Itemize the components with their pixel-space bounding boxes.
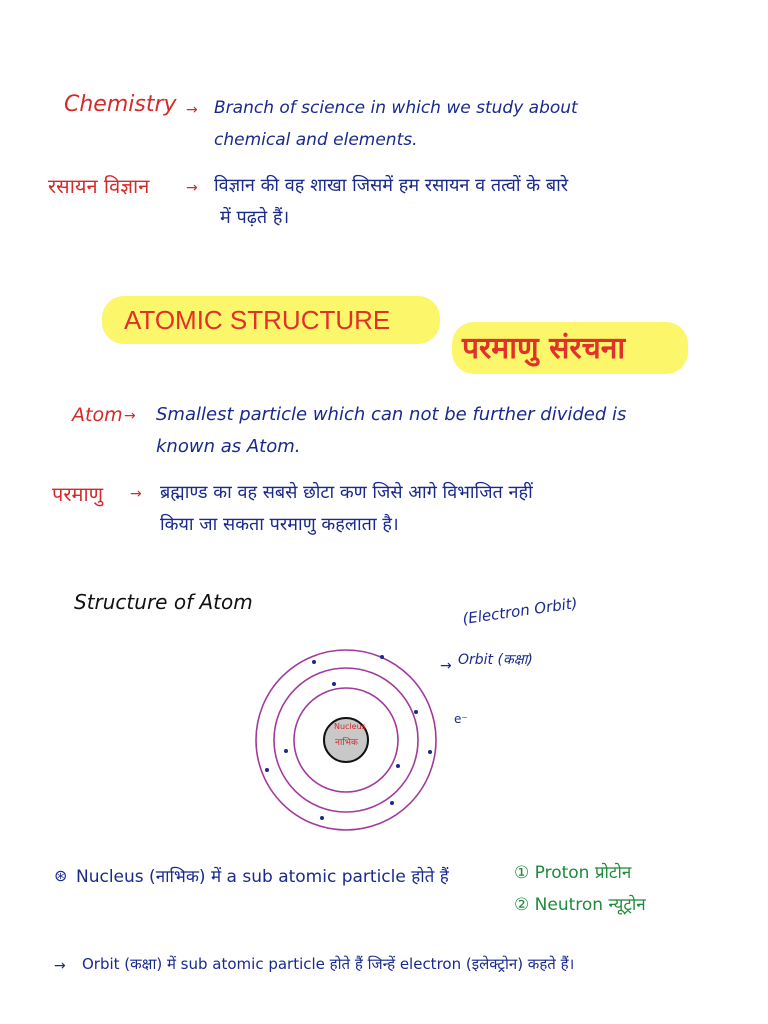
electron (414, 710, 418, 714)
atom-definition-line1: Smallest particle which can not be further divided is (156, 404, 627, 425)
electron (320, 816, 324, 820)
atom-hindi-line1: ब्रह्माण्ड का वह सबसे छोटा कण जिसे आगे विभाजित नहीं (160, 482, 533, 503)
electron (332, 682, 336, 686)
atom-diagram (0, 600, 768, 860)
arrow-icon: → (54, 958, 66, 974)
nucleus-label-hi: नाभिक (335, 738, 358, 748)
electron-orbit-label: (Electron Orbit) (461, 594, 579, 628)
atom-definition-line2: known as Atom. (156, 436, 301, 457)
chemistry-term: Chemistry (64, 92, 177, 117)
chemistry-hindi-line1: विज्ञान की वह शाखा जिसमें हम रसायन व तत्वों के बारे (214, 175, 569, 196)
heading-hindi: परमाणु संरचना (462, 331, 626, 366)
electron (390, 801, 394, 805)
nucleus-label-en: Nucleus (334, 722, 366, 731)
diagram-title: Structure of Atom (74, 590, 253, 614)
orbit-note: Orbit (कक्षा) में sub atomic particle होते हैं जिन्हें electron (इलेक्ट्रोन) कहते हैं। (82, 955, 575, 973)
atom-term: Atom (72, 404, 123, 426)
atom-hindi-term: परमाणु (52, 482, 104, 506)
orbit-label: Orbit (कक्षा) (458, 652, 533, 668)
arrow-icon: → (186, 180, 198, 196)
chemistry-definition-line1: Branch of science in which we study about (214, 98, 578, 118)
chemistry-definition-line2: chemical and elements. (214, 130, 418, 150)
atom-hindi-line2: किया जा सकता परमाणु कहलाता है। (160, 514, 399, 535)
arrow-icon: → (440, 658, 452, 674)
electron (312, 660, 316, 664)
electron (428, 750, 432, 754)
electron-label: e⁻ (454, 712, 468, 726)
heading-atomic-structure: ATOMIC STRUCTURE (124, 305, 391, 335)
asterisk-icon: ⊛ (54, 866, 68, 885)
electron (396, 764, 400, 768)
neutron-item: ② Neutron न्यूट्रोन (514, 895, 646, 915)
chemistry-hindi-term: रसायन विज्ञान (48, 174, 150, 198)
arrow-icon: → (130, 486, 142, 502)
nucleus-note: Nucleus (नाभिक) में a sub atomic particle होते हैं (76, 867, 449, 887)
proton-item: ① Proton प्रोटोन (514, 863, 632, 883)
electron (380, 655, 384, 659)
electron (284, 749, 288, 753)
arrow-icon: → (124, 408, 136, 424)
arrow-icon: → (186, 102, 198, 118)
electron (265, 768, 269, 772)
chemistry-hindi-line2: में पढ़ते हैं। (220, 207, 290, 228)
